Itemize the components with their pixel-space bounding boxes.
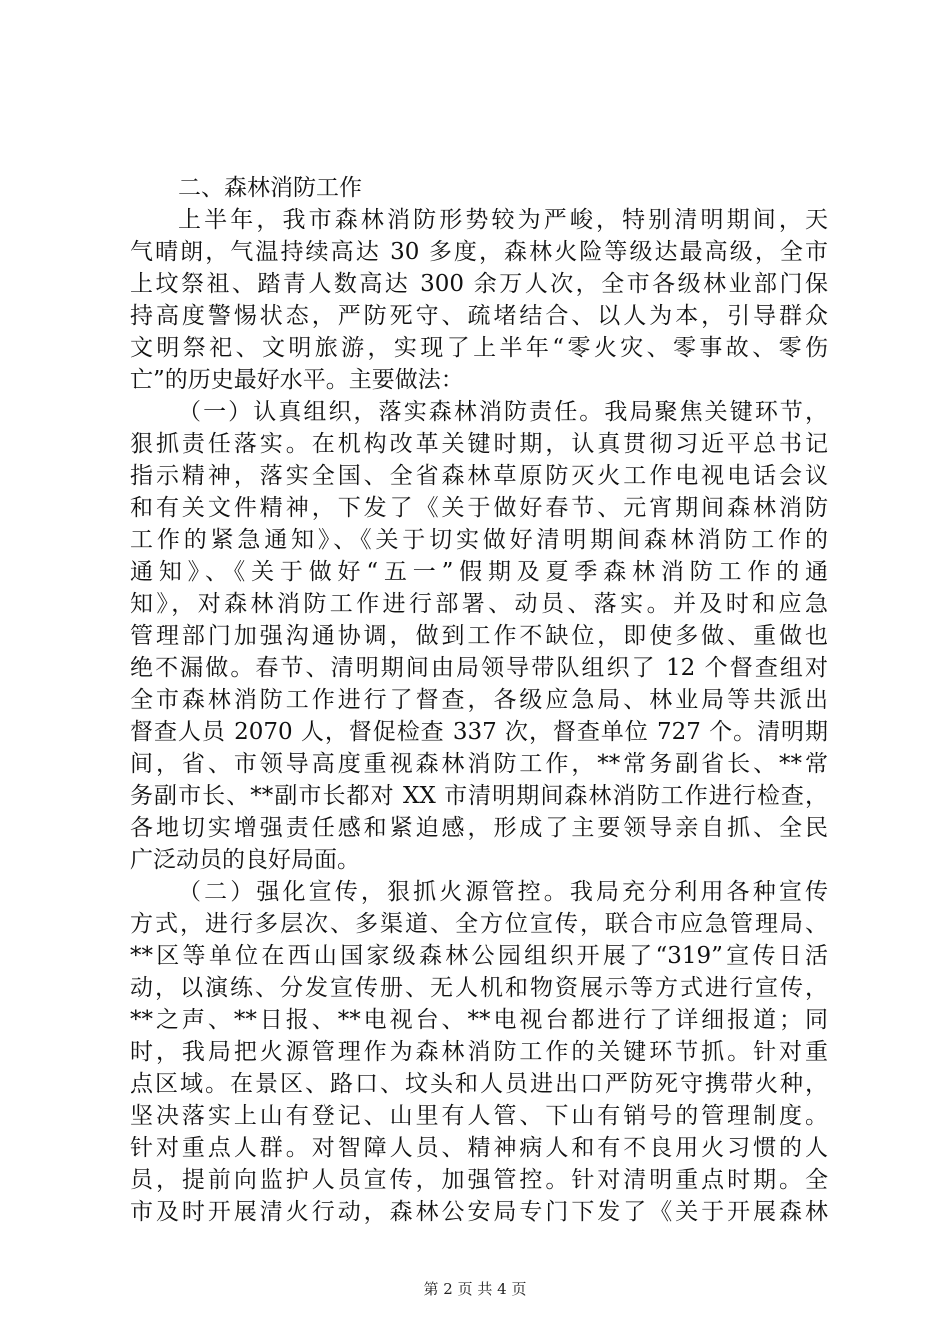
paragraph-line: 广泛动员的良好局面。 xyxy=(130,847,360,873)
section-heading: 二、森林消防工作 xyxy=(178,175,362,201)
document-body xyxy=(130,172,828,1228)
paragraph-line: 指示精神，落实全国、全省森林草原防灭火工作电视电话会议 xyxy=(130,463,828,489)
paragraph-line: 各地切实增强责任感和紧迫感，形成了主要领导亲自抓、全民 xyxy=(130,815,828,841)
paragraph-line: 间，省、市领导高度重视森林消防工作，**常务副省长、**常 xyxy=(130,751,828,777)
paragraph-line: 知》，对森林消防工作进行部署、动员、落实。并及时和应急 xyxy=(130,591,828,617)
paragraph-line: （一）认真组织，落实森林消防责任。我局聚焦关键环节， xyxy=(178,399,828,425)
paragraph-2 xyxy=(130,396,828,876)
paragraph-line: 市及时开展清火行动，森林公安局专门下发了《关于开展森林 xyxy=(130,1199,828,1225)
paragraph-line: 狠抓责任落实。在机构改革关键时期，认真贯彻习近平总书记 xyxy=(130,431,828,457)
paragraph-line: 动，以演练、分发宣传册、无人机和物资展示等方式进行宣传， xyxy=(130,975,828,1001)
page-number: 第 2 页 共 4 页 xyxy=(423,1280,527,1298)
paragraph-line: 亡”的历史最好水平。主要做法： xyxy=(130,367,464,393)
paragraph-line: 方式，进行多层次、多渠道、全方位宣传，联合市应急管理局、 xyxy=(130,911,828,937)
paragraph-line: 气晴朗，气温持续高达 30 多度，森林火险等级达最高级，全市 xyxy=(130,239,828,265)
paragraph-line: 督查人员 2070 人，督促检查 337 次，督查单位 727 个。清明期 xyxy=(130,719,828,745)
paragraph-line: 时，我局把火源管理作为森林消防工作的关键环节抓。针对重 xyxy=(130,1039,828,1065)
paragraph-line: 针对重点人群。对智障人员、精神病人和有不良用火习惯的人 xyxy=(130,1135,828,1161)
paragraph-line: **区等单位在西山国家级森林公园组织开展了“319”宣传日活 xyxy=(130,943,828,969)
paragraph-line: 全市森林消防工作进行了督查，各级应急局、林业局等共派出 xyxy=(130,687,828,713)
paragraph-line: 工作的紧急通知》、《关于切实做好清明期间森林消防工作的 xyxy=(130,527,828,553)
paragraph-line: 通知》、《关于做好“五一”假期及夏季森林消防工作的通 xyxy=(130,559,828,585)
paragraph-1 xyxy=(130,204,828,396)
paragraph-line: 务副市长、**副市长都对 XX 市清明期间森林消防工作进行检查， xyxy=(130,783,828,809)
paragraph-line: 和有关文件精神，下发了《关于做好春节、元宵期间森林消防 xyxy=(130,495,828,521)
paragraph-line: **之声、**日报、**电视台、**电视台都进行了详细报道；同 xyxy=(130,1007,828,1033)
paragraph-line: 员，提前向监护人员宣传，加强管控。针对清明重点时期。全 xyxy=(130,1167,828,1193)
paragraph-line: 点区域。在景区、路口、坟头和人员进出口严防死守携带火种， xyxy=(130,1071,828,1097)
paragraph-line: 上坟祭祖、踏青人数高达 300 余万人次，全市各级林业部门保 xyxy=(130,271,828,297)
paragraph-line: 绝不漏做。春节、清明期间由局领导带队组织了 12 个督查组对 xyxy=(130,655,828,681)
paragraph-line: 持高度警惕状态，严防死守、疏堵结合、以人为本，引导群众 xyxy=(130,303,828,329)
paragraph-line: 管理部门加强沟通协调，做到工作不缺位，即使多做、重做也 xyxy=(130,623,828,649)
paragraph-3 xyxy=(130,876,828,1228)
paragraph-line: （二）强化宣传，狠抓火源管控。我局充分利用各种宣传 xyxy=(178,879,828,905)
paragraph-line: 文明祭祀、文明旅游，实现了上半年“零火灾、零事故、零伤 xyxy=(130,335,828,361)
paragraph-line: 坚决落实上山有登记、山里有人管、下山有销号的管理制度。 xyxy=(130,1103,828,1129)
paragraph-line: 上半年，我市森林消防形势较为严峻，特别清明期间，天 xyxy=(178,207,828,233)
